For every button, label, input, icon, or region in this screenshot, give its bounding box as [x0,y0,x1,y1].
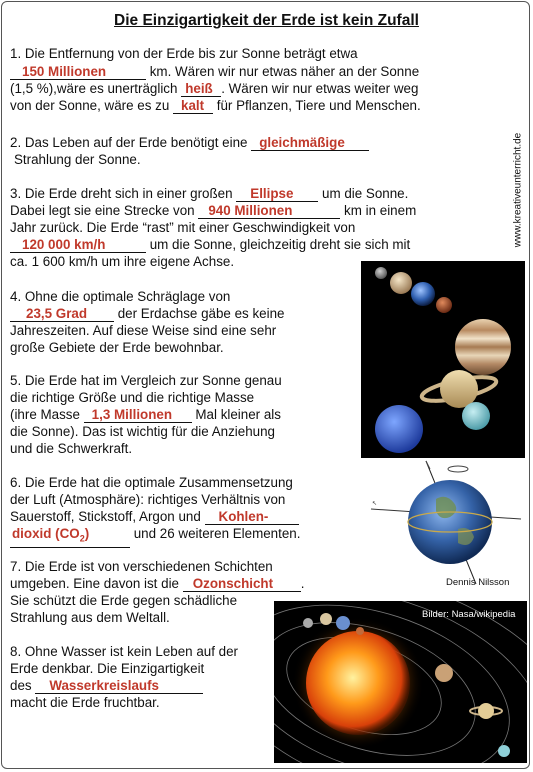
section-3-line-1: 3. Die Erde dreht sich in einer großen Ellipse um die Sonne. [10,186,409,201]
section-1-line-3: (1,5 %),wäre es unerträglich heiß . Wären wir nur etwas weiter weg [10,81,419,96]
answer-hot: heiß [185,81,213,96]
section-1-line-1: 1. Die Entfernung von der Erde bis zur Sonne beträgt etwa [10,46,358,61]
page-title: Die Einzigartigkeit der Erde ist kein Zufall [114,12,419,29]
answer-water-cycle: Wasserkreislaufs [49,678,159,693]
section-6-line-1: 6. Die Erde hat die optimale Zusammensetzung [10,475,293,490]
section-3-line-4: 120 000 km/h um die Sonne, gleichzeitig dreht sie sich mit [10,236,410,253]
section-5-line-5: und die Schwerkraft. [10,441,133,456]
answer-tilt: 23,5 Grad [26,306,88,321]
section-4-line-4: große Gebiete der Erde bewohnbar. [10,340,224,355]
section-8-line-2: Erde denkbar. Die Einzigartigkeit [10,661,205,676]
section-1-line-4: von der Sonne, wäre es zu kalt für Pflanzen, Tiere und Menschen. [10,98,421,113]
section-7-line-1: 7. Die Erde ist von verschiedenen Schichten [10,559,273,574]
answer-even: gleichmäßige [259,135,345,150]
section-1-line-2: 150 Millionen km. Wären wir nur etwas näher an der Sonne [10,63,419,80]
credit-dennis-nilsson: Dennis Nilsson [446,577,510,588]
section-5-line-1: 5. Die Erde hat im Vergleich zur Sonne genau [10,373,282,388]
section-3-line-2: Dabei legt sie eine Strecke von 940 Millionen km in einem [10,203,417,218]
credit-nasa-wikipedia: Bilder: Nasa/wikipedia [422,609,516,620]
section-5-line-3: (ihre Masse 1,3 Millionen Mal kleiner als [10,407,281,422]
planets-image [361,261,525,458]
section-4-line-1: 4. Ohne die optimale Schräglage von [10,289,231,304]
section-6-line-3: Sauerstoff, Stickstoff, Argon und Kohlen- [10,508,299,525]
section-6-line-4: dioxid $(CO_2)$ und 26 weiteren Elementen. [10,525,300,548]
section-8-line-3: des Wasserkreislaufs [10,677,203,694]
section-4-line-2: 23,5 Grad der Erdachse gäbe es keine [10,305,284,322]
section-7-line-4: Strahlung aus dem Weltall. [10,610,170,625]
answer-cold: kalt [181,98,205,113]
answer-route: 940 Millionen [208,203,293,218]
svg-text:↖: ↖ [372,501,378,507]
section-7-line-2: umgeben. Eine davon ist die Ozonschicht . [10,576,305,591]
section-3-line-3: Jahr zurück. Die Erde “rast” mit einer Geschwindigkeit von [10,220,356,235]
earth-axis-image [366,459,526,589]
section-5-line-2: die richtige Größe und die richtige Masse [10,390,255,405]
section-3-line-5: ca. 1 600 km/h um ihre eigene Achse. [10,254,235,269]
section-2-line-1: 2. Das Leben auf der Erde benötigt eine gleichmäßige [10,134,369,151]
section-8-line-4: macht die Erde fruchtbar. [10,695,160,710]
answer-distance: 150 Millionen [22,64,107,79]
website-url: www.kreativeunterricht.de [512,132,524,248]
section-8-line-1: 8. Ohne Wasser ist kein Leben auf der [10,644,239,659]
section-2-line-2: Strahlung der Sonne. [14,152,141,167]
answer-dioxide: dioxid $(CO_2)$ [12,526,90,544]
answer-mass: 1,3 Millionen [91,407,173,422]
section-5-line-4: die Sonne). Das ist wichtig für die Anziehung [10,424,275,439]
section-6-line-2: der Luft (Atmosphäre): richtiges Verhältnis von [10,492,286,507]
answer-speed: 120 000 km/h [22,237,106,252]
section-7-line-3: Sie schützt die Erde gegen schädliche [10,593,238,608]
answer-carbon: Kohlen- [218,509,269,524]
answer-ellipse: Ellipse [250,186,294,201]
section-4-line-3: Jahreszeiten. Auf diese Weise sind eine sehr [10,323,277,338]
answer-ozone: Ozonschicht [192,576,274,591]
solar-system-image [274,601,527,763]
